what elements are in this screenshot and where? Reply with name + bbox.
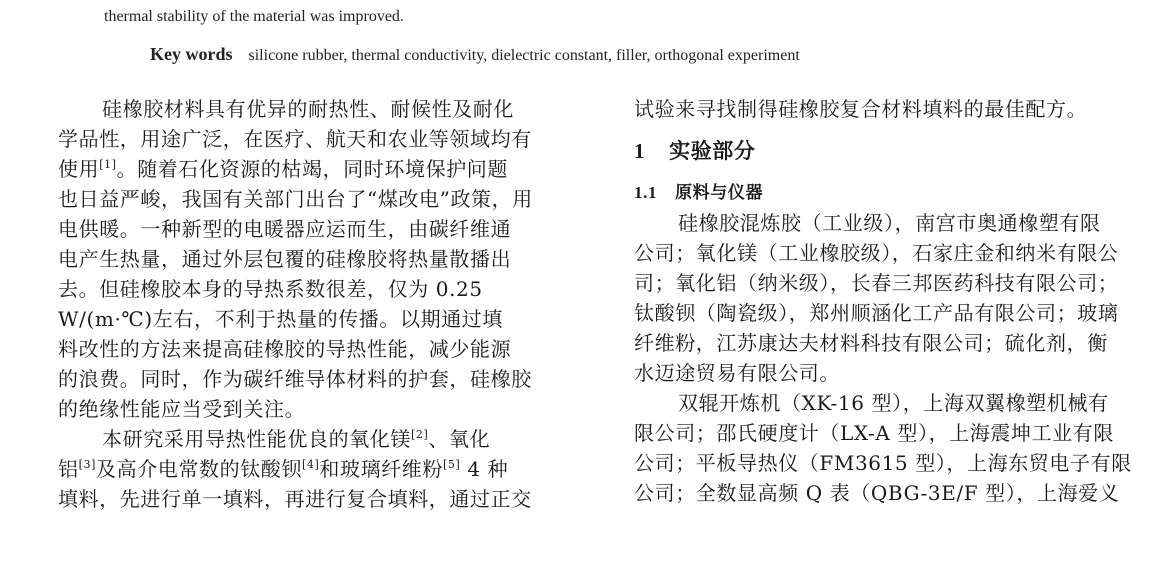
keywords-label: Key words (150, 44, 233, 64)
paragraph-line: W/(m·℃)左右，不利于热量的传播。以期通过填 (58, 307, 503, 331)
subsection-title: 原料与仪器 (675, 183, 764, 203)
paragraph-line: 的浪费。同时，作为碳纤维导体材料的护套，硅橡胶 (58, 367, 532, 391)
subsection-heading (634, 178, 1144, 208)
text-fragment: 、氧化 (428, 427, 491, 451)
paragraph-line: 司；氧化铝（纳米级），长春三邦医药科技有限公司； (634, 271, 1119, 295)
paragraph-line: 硅橡胶混炼胶（工业级），南宫市奥通橡塑有限 (678, 211, 1101, 235)
text-fragment: 。随着石化资源的枯竭，同时环境保护问题 (116, 157, 508, 181)
text-fragment: 4 种 (460, 457, 509, 481)
text-fragment: 铝 (58, 457, 79, 481)
section-number: 1 (634, 139, 646, 163)
text-fragment: 及高介电常数的钛酸钡 (96, 457, 302, 481)
text-fragment: 使用 (58, 157, 100, 181)
citation-ref: [2] (411, 428, 429, 441)
paragraph-line: 试验来寻找制得硅橡胶复合材料填料的最佳配方。 (634, 97, 1088, 121)
citation-ref: [4] (302, 458, 320, 471)
paragraph-line: 填料，先进行单一填料，再进行复合填料，通过正交 (58, 487, 532, 511)
paragraph-line: 纤维粉，江苏康达夫材料科技有限公司；硫化剂，衡 (634, 331, 1108, 355)
paragraph-line: 去。但硅橡胶本身的导热系数很差，仅为 0.25 (58, 277, 483, 301)
paragraph-line: 硅橡胶材料具有优异的耐热性、耐候性及耐化 (102, 97, 514, 121)
keywords-line (150, 44, 800, 65)
paragraph-line: 也日益严峻，我国有关部门出台了“煤改电”政策，用 (58, 187, 533, 211)
paragraph-line (58, 454, 568, 484)
citation-ref: [1] (99, 158, 117, 171)
citation-ref: [3] (78, 458, 96, 471)
paragraph-line: 公司；平板导热仪（FM3615 型），上海东贸电子有限 (634, 451, 1132, 475)
text-fragment: 本研究采用导热性能优良的氧化镁 (102, 427, 411, 451)
paragraph-line: 电产生热量，通过外层包覆的硅橡胶将热量散播出 (58, 247, 512, 271)
right-column (634, 94, 1144, 508)
paragraph-line: 的绝缘性能应当受到关注。 (58, 397, 306, 421)
text-fragment: 和玻璃纤维粉 (319, 457, 443, 481)
paragraph-line: 料改性的方法来提高硅橡胶的导热性能，减少能源 (58, 337, 512, 361)
section-heading (634, 136, 1144, 166)
paragraph-line (58, 154, 568, 184)
paragraph-line: 双辊开炼机（XK-16 型），上海双翼橡塑机械有 (678, 391, 1109, 415)
paragraph-line: 公司；全数显高频 Q 表（QBG-3E/F 型），上海爱义 (634, 481, 1120, 505)
paragraph-line: 电供暖。一种新型的电暖器应运而生，由碳纤维通 (58, 217, 512, 241)
section-title: 实验部分 (669, 139, 756, 163)
left-column (58, 94, 568, 514)
paragraph-line: 钛酸钡（陶瓷级），郑州顺涵化工产品有限公司；玻璃 (634, 301, 1119, 325)
paragraph-line (58, 424, 568, 454)
abstract-tail: thermal stability of the material was improved. (104, 8, 404, 25)
paragraph-line: 公司；氧化镁（工业橡胶级），石家庄金和纳米有限公 (634, 241, 1119, 265)
citation-ref: [5] (443, 458, 461, 471)
keywords-text: silicone rubber, thermal conductivity, dielectric constant, filler, orthogonal experiment (248, 47, 800, 64)
paragraph-line: 水迈途贸易有限公司。 (634, 361, 840, 385)
subsection-number: 1.1 (634, 183, 658, 202)
paragraph-line: 限公司；邵氏硬度计（LX-A 型），上海震坤工业有限 (634, 421, 1114, 445)
paragraph-line: 学品性，用途广泛，在医疗、航天和农业等领域均有 (58, 127, 532, 151)
